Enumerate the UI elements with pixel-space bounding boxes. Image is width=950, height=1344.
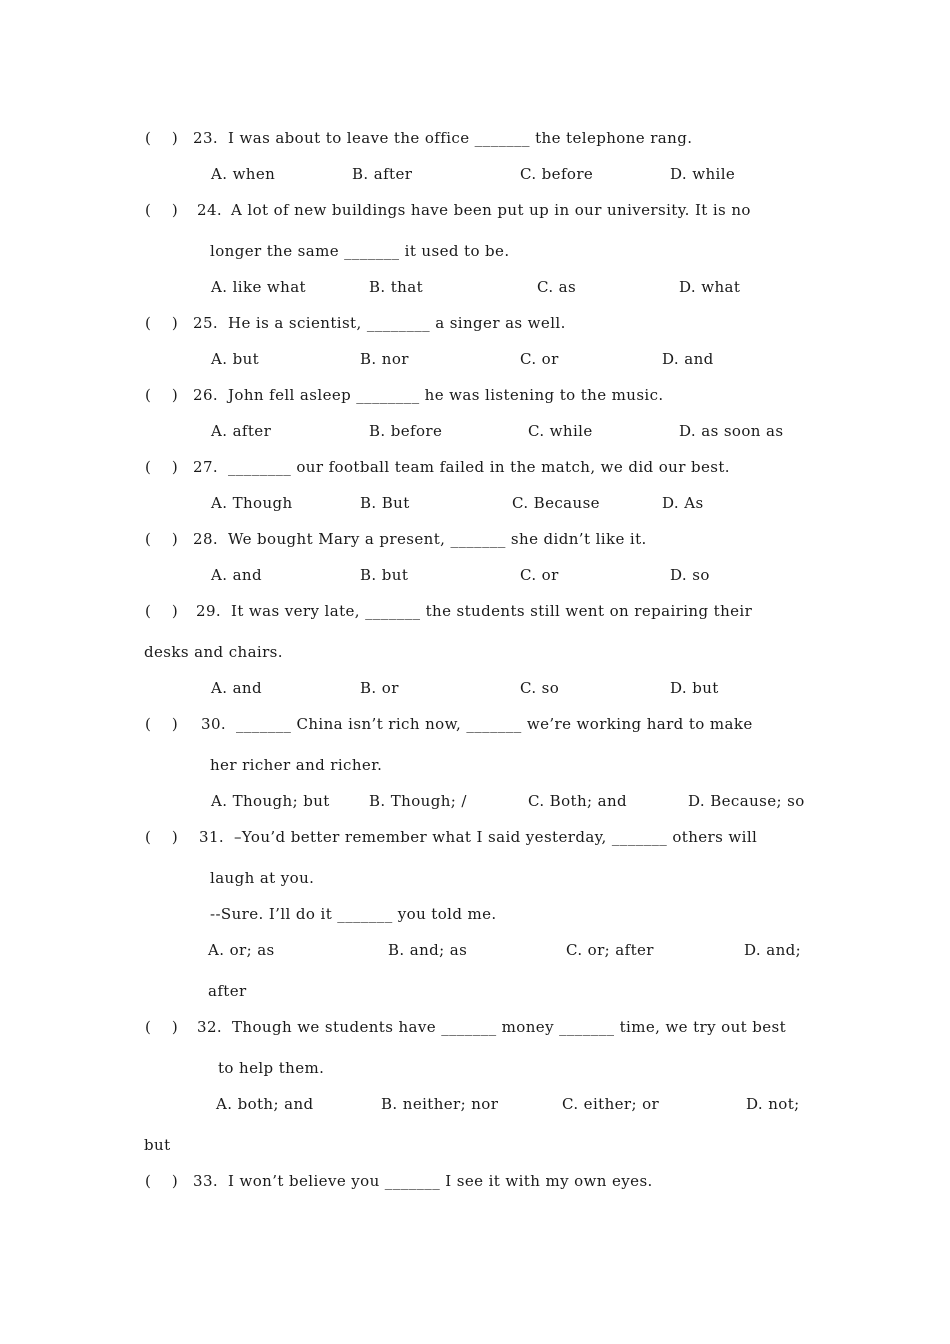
- option-b: B. But: [360, 494, 410, 512]
- option-c: C. as: [537, 278, 577, 296]
- dialogue-response: --Sure. I’ll do it _______ you told me.: [210, 905, 497, 923]
- question-bracket: ( ): [145, 530, 179, 548]
- question-number: 24.: [197, 201, 223, 219]
- question-text-continued: her richer and richer.: [210, 756, 383, 774]
- option-b: B. or: [360, 679, 399, 697]
- option-d: D. Because; so: [688, 792, 805, 810]
- question-number: 30.: [201, 715, 227, 733]
- option-c: C. or: [520, 566, 559, 584]
- option-b: B. before: [369, 422, 443, 440]
- option-a: A. and: [211, 679, 262, 697]
- option-b: B. that: [369, 278, 424, 296]
- question-bracket: ( ): [145, 1018, 179, 1036]
- option-d: D. while: [670, 165, 736, 183]
- option-d: D. what: [679, 278, 741, 296]
- option-c: C. before: [520, 165, 594, 183]
- question-text: It was very late, _______ the students still went on repairing their: [231, 602, 753, 620]
- question-bracket: ( ): [145, 386, 179, 404]
- option-a: A. both; and: [216, 1095, 314, 1113]
- question-bracket: ( ): [145, 828, 179, 846]
- option-a: A. Though: [211, 494, 293, 512]
- question-text: A lot of new buildings have been put up in our university. It is no: [231, 201, 751, 219]
- option-a: A. but: [211, 350, 260, 368]
- question-text: We bought Mary a present, _______ she didn’t like it.: [228, 530, 647, 548]
- question-number: 27.: [193, 458, 219, 476]
- option-d-wrap: but: [144, 1136, 171, 1154]
- question-text-continued: to help them.: [218, 1059, 325, 1077]
- question-text-continued: desks and chairs.: [144, 643, 283, 661]
- option-a: A. when: [211, 165, 276, 183]
- question-text: Though we students have _______ money _______ time, we try out best: [232, 1018, 787, 1036]
- question-bracket: ( ): [145, 314, 179, 332]
- option-b: B. after: [352, 165, 413, 183]
- question-text: I won’t believe you _______ I see it with my own eyes.: [228, 1172, 653, 1190]
- option-b: B. Though; /: [369, 792, 467, 810]
- option-c: C. Both; and: [528, 792, 628, 810]
- option-b: B. but: [360, 566, 409, 584]
- question-number: 32.: [197, 1018, 223, 1036]
- question-number: 31.: [199, 828, 225, 846]
- option-d: D. and;: [744, 941, 802, 959]
- question-text: John fell asleep ________ he was listening to the music.: [228, 386, 664, 404]
- question-bracket: ( ): [145, 602, 179, 620]
- question-number: 25.: [193, 314, 219, 332]
- option-b: B. neither; nor: [381, 1095, 499, 1113]
- question-bracket: ( ): [145, 201, 179, 219]
- option-c: C. or: [520, 350, 559, 368]
- option-c: C. while: [528, 422, 593, 440]
- question-text-continued: longer the same _______ it used to be.: [210, 242, 510, 260]
- option-d-wrap: after: [208, 982, 247, 1000]
- question-bracket: ( ): [145, 715, 179, 733]
- question-text: I was about to leave the office _______ the telephone rang.: [228, 129, 693, 147]
- question-number: 28.: [193, 530, 219, 548]
- option-a: A. Though; but: [211, 792, 330, 810]
- option-d: D. As: [662, 494, 704, 512]
- option-d: D. not;: [746, 1095, 800, 1113]
- question-number: 26.: [193, 386, 219, 404]
- option-d: D. and: [662, 350, 714, 368]
- option-c: C. so: [520, 679, 560, 697]
- question-text: He is a scientist, ________ a singer as well.: [228, 314, 566, 332]
- question-bracket: ( ): [145, 129, 179, 147]
- option-a: A. and: [211, 566, 262, 584]
- option-a: A. or; as: [208, 941, 275, 959]
- option-c: C. either; or: [562, 1095, 660, 1113]
- option-b: B. and; as: [388, 941, 468, 959]
- question-number: 29.: [196, 602, 222, 620]
- option-c: C. or; after: [566, 941, 654, 959]
- question-text: –You’d better remember what I said yesterday, _______ others will: [234, 828, 758, 846]
- option-a: A. after: [211, 422, 272, 440]
- option-c: C. Because: [512, 494, 600, 512]
- option-d: D. but: [670, 679, 719, 697]
- question-bracket: ( ): [145, 458, 179, 476]
- question-text-continued: laugh at you.: [210, 869, 315, 887]
- option-a: A. like what: [211, 278, 306, 296]
- option-b: B. nor: [360, 350, 409, 368]
- question-bracket: ( ): [145, 1172, 179, 1190]
- question-number: 23.: [193, 129, 219, 147]
- question-number: 33.: [193, 1172, 219, 1190]
- option-d: D. as soon as: [679, 422, 784, 440]
- question-text: _______ China isn’t rich now, _______ we’re working hard to make: [236, 715, 753, 733]
- question-text: ________ our football team failed in the match, we did our best.: [228, 458, 730, 476]
- option-d: D. so: [670, 566, 710, 584]
